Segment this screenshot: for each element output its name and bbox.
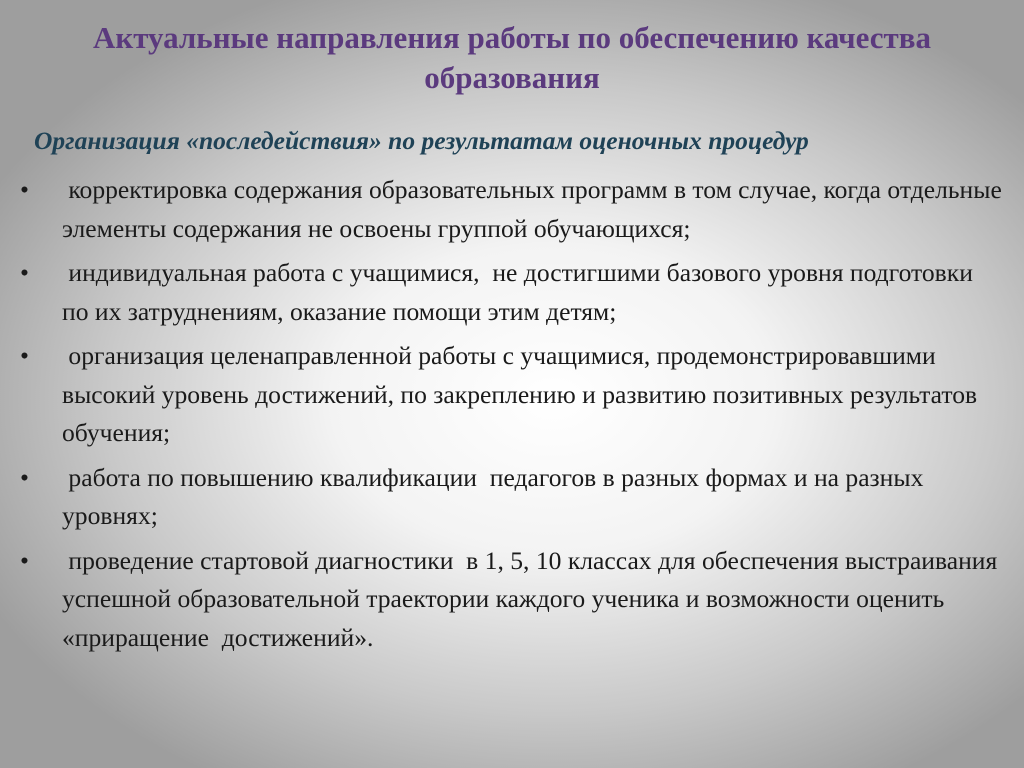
bullet-icon: • [20,462,29,492]
bullet-icon: • [20,258,29,287]
slide-title: Актуальные направления работы по обеспечению качества образования [92,20,932,95]
list-item [0,542,1024,658]
bullet-icon: • [20,545,29,575]
list-item [0,337,1024,453]
bullet-text: работа по повышению квалификации педагогов в разных формах и на разных уровнях; [62,462,930,530]
bullet-text: корректировка содержания образовательных программ в том случае, когда отдельные элементы содержания не освоены группой обучающихся; [62,175,1009,243]
list-item [0,171,1024,248]
bullet-icon: • [20,341,29,370]
slide-subtitle: Организация «последействия» по результатам оценочных процедур [34,126,809,155]
bullet-text: организация целенаправленной работы с учащимися, продемонстрировавшими высокий уровень достижений, по закреплению и развитию позитивных результатов обучения; [62,341,984,447]
bullet-text: проведение стартовой диагностики в 1, 5, 10 классах для обеспечения выстраивания успешной образовательной траектории каждого ученика и возможности оценить «приращение достижений». [62,545,1004,652]
list-item [0,459,1024,536]
bullet-list [0,171,1024,663]
bullet-text: индивидуальная работа с учащимися, не достигшими базового уровня подготовки по их затруднениям, оказание помощи этим детям; [62,258,980,326]
bullet-icon: • [20,175,29,204]
list-item [0,254,1024,331]
